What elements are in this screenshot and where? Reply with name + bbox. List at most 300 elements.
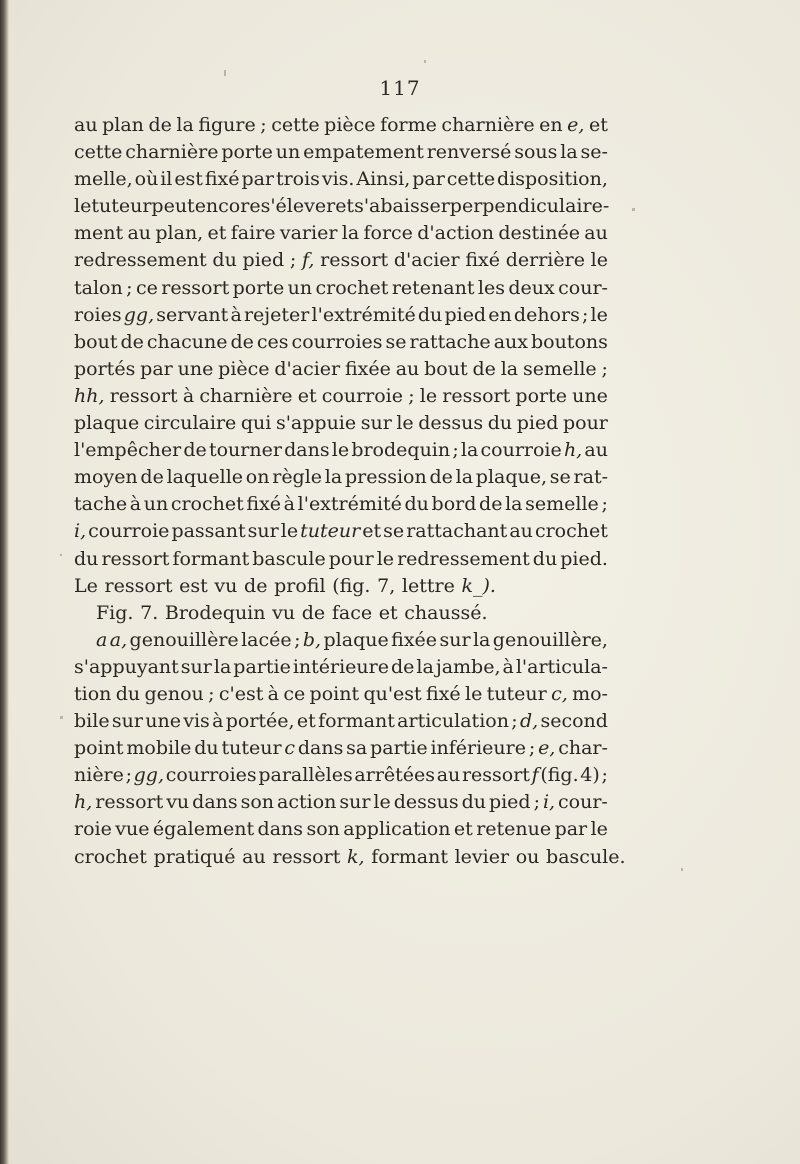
text-line bbox=[74, 112, 608, 139]
word: ; bbox=[294, 628, 301, 651]
word: a bbox=[96, 628, 108, 651]
word: rat- bbox=[573, 466, 608, 489]
word: ressort bbox=[442, 384, 511, 407]
text-line bbox=[74, 491, 608, 518]
word: au bbox=[509, 520, 533, 543]
word: empatement bbox=[303, 141, 424, 164]
word: pour bbox=[562, 412, 608, 435]
word: ; bbox=[452, 439, 459, 462]
word: courroie bbox=[480, 439, 562, 462]
text-line bbox=[74, 789, 608, 816]
word: fixé bbox=[246, 493, 282, 516]
binding-edge bbox=[0, 0, 9, 1164]
word: ce bbox=[283, 682, 306, 705]
word: tuteur bbox=[486, 682, 547, 705]
word: pied bbox=[488, 791, 531, 814]
word: passant bbox=[171, 520, 246, 543]
word: e, bbox=[567, 114, 585, 136]
word: à bbox=[212, 710, 224, 733]
word: tion bbox=[74, 682, 112, 705]
word: mobile bbox=[126, 737, 192, 760]
word: la bbox=[324, 466, 343, 489]
word: dessus bbox=[393, 791, 459, 814]
text-line bbox=[74, 654, 608, 681]
word: pied bbox=[516, 412, 559, 435]
word: plan, bbox=[155, 222, 204, 245]
paper-speck bbox=[424, 60, 426, 63]
text-line bbox=[74, 437, 608, 464]
word: point bbox=[74, 737, 124, 760]
word: levier bbox=[454, 845, 510, 868]
word: se- bbox=[580, 141, 608, 164]
word: sous bbox=[514, 141, 558, 164]
text-line bbox=[74, 844, 626, 871]
word: du bbox=[74, 547, 99, 570]
word: également bbox=[152, 818, 255, 841]
word: arrêtées bbox=[354, 764, 436, 787]
word: mo- bbox=[572, 682, 608, 705]
word: cour- bbox=[558, 791, 608, 814]
word: au bbox=[395, 357, 420, 380]
word: charnière bbox=[199, 384, 293, 407]
word: tache bbox=[74, 493, 128, 516]
word: crochet bbox=[534, 520, 608, 543]
word: porte bbox=[515, 384, 567, 407]
word: dans bbox=[297, 737, 344, 760]
word: moyen bbox=[74, 466, 138, 489]
word: (fig. bbox=[540, 764, 579, 787]
word: Brodequin bbox=[164, 601, 266, 624]
word: redressement bbox=[397, 547, 530, 570]
word: action bbox=[277, 791, 337, 814]
word: portée, bbox=[225, 710, 295, 733]
word: pièce bbox=[218, 357, 270, 380]
word: charnière bbox=[441, 114, 535, 136]
word: une bbox=[145, 710, 181, 733]
word: du bbox=[532, 547, 558, 570]
word: ; bbox=[289, 249, 297, 272]
word: partie bbox=[233, 655, 291, 678]
word: ces bbox=[256, 330, 289, 353]
word: ressort bbox=[104, 574, 173, 597]
word: ; bbox=[581, 303, 589, 326]
word: ; bbox=[601, 357, 608, 380]
text-line bbox=[74, 356, 608, 383]
word: et bbox=[453, 818, 473, 841]
word: b, bbox=[302, 628, 322, 651]
word: melle, bbox=[74, 168, 133, 191]
word: dehors bbox=[513, 303, 580, 326]
word: bascule. bbox=[546, 845, 626, 868]
word: à bbox=[283, 493, 295, 516]
word: la bbox=[176, 114, 194, 136]
word: à bbox=[502, 655, 514, 678]
word: lettre bbox=[401, 574, 455, 597]
word: h, bbox=[563, 439, 583, 462]
word: un bbox=[275, 141, 301, 164]
word: charnière bbox=[125, 141, 219, 164]
word: se bbox=[549, 466, 571, 489]
word: bascule bbox=[252, 547, 326, 570]
word: forme bbox=[380, 114, 437, 136]
text-line bbox=[74, 139, 608, 166]
word: ressort bbox=[95, 791, 164, 814]
word: sur bbox=[180, 655, 212, 678]
word: la bbox=[505, 493, 523, 516]
word: une bbox=[572, 384, 608, 407]
word: de bbox=[120, 330, 144, 353]
word: pied bbox=[242, 249, 285, 272]
word: ; bbox=[408, 384, 415, 407]
word: la bbox=[472, 628, 491, 651]
word: la bbox=[455, 466, 474, 489]
word: un bbox=[143, 493, 169, 516]
word: le bbox=[331, 439, 350, 462]
word: la bbox=[341, 222, 360, 245]
word: talon bbox=[74, 276, 123, 299]
word: point bbox=[309, 682, 360, 705]
word: crochet bbox=[315, 276, 389, 299]
word: k, bbox=[346, 845, 365, 868]
word: tourner bbox=[208, 439, 282, 462]
word: lacée bbox=[241, 628, 292, 651]
word: au bbox=[584, 222, 608, 245]
word: intérieure bbox=[292, 655, 389, 678]
word: c bbox=[284, 737, 296, 760]
word: de bbox=[429, 466, 453, 489]
word: figure bbox=[198, 114, 256, 136]
text-line bbox=[74, 329, 608, 356]
text-line bbox=[74, 383, 608, 410]
text-line bbox=[74, 193, 608, 220]
text-line bbox=[74, 275, 608, 302]
word: le bbox=[590, 303, 608, 326]
word: où bbox=[134, 168, 159, 191]
word: ressort bbox=[272, 845, 341, 868]
word: qu'est bbox=[363, 682, 422, 705]
word: pièce bbox=[324, 114, 376, 136]
word: bout bbox=[424, 357, 468, 380]
word: le bbox=[590, 818, 608, 841]
word: par bbox=[554, 818, 588, 841]
word: l'empêcher bbox=[74, 439, 182, 462]
text-line bbox=[74, 735, 608, 762]
word: gg, bbox=[123, 303, 155, 326]
word: vue bbox=[115, 818, 150, 841]
word: servant bbox=[156, 303, 229, 326]
text-line bbox=[74, 464, 608, 491]
word: est bbox=[179, 574, 208, 597]
word: profil bbox=[274, 574, 326, 597]
word: dans bbox=[284, 439, 330, 462]
word: ressort bbox=[161, 276, 230, 299]
word: articulation bbox=[397, 710, 509, 733]
word: destinée bbox=[498, 222, 580, 245]
word: du bbox=[212, 249, 237, 272]
word: hh, bbox=[74, 384, 105, 407]
word: fixée bbox=[391, 628, 438, 651]
word: vu bbox=[272, 601, 296, 624]
word: fixé bbox=[465, 249, 500, 272]
word: l'articula- bbox=[515, 655, 608, 678]
word: formant bbox=[318, 710, 395, 733]
word: genou bbox=[144, 682, 204, 705]
word: rattache bbox=[409, 330, 491, 353]
word: disposition, bbox=[497, 168, 608, 191]
word: à bbox=[182, 384, 195, 407]
word: dans bbox=[257, 818, 304, 841]
word: courroies bbox=[165, 764, 257, 787]
text-line bbox=[74, 220, 608, 247]
word: nière bbox=[74, 764, 124, 787]
word: roie bbox=[74, 818, 112, 841]
paper-speck bbox=[681, 868, 683, 871]
word: (fig. bbox=[332, 574, 371, 597]
word: sur bbox=[111, 710, 143, 733]
word: sur bbox=[360, 412, 392, 435]
text-line bbox=[74, 600, 608, 627]
word: vis. bbox=[321, 168, 355, 191]
word: pour bbox=[328, 547, 374, 570]
word: courroie bbox=[321, 384, 404, 407]
word: le bbox=[376, 547, 395, 570]
word: le bbox=[419, 384, 438, 407]
word: par bbox=[412, 168, 445, 191]
word: a, bbox=[109, 628, 128, 651]
word: force bbox=[363, 222, 413, 245]
word: 7, bbox=[377, 574, 396, 597]
word: le bbox=[280, 520, 299, 543]
word: ment bbox=[74, 222, 124, 245]
word: second bbox=[540, 710, 608, 733]
word: c, bbox=[551, 682, 568, 705]
word: genouillère, bbox=[492, 628, 608, 651]
text-line bbox=[74, 762, 608, 789]
word: Fig. bbox=[96, 601, 134, 624]
word: il bbox=[160, 168, 173, 191]
word: du bbox=[404, 493, 429, 516]
word: bile bbox=[74, 710, 110, 733]
word: et bbox=[588, 114, 608, 136]
word: le bbox=[590, 249, 608, 272]
text-line bbox=[74, 627, 608, 654]
word: plaque bbox=[323, 628, 389, 651]
word: en bbox=[488, 303, 512, 326]
word: brodequin bbox=[351, 439, 451, 462]
word: courroie bbox=[88, 520, 170, 543]
word: et bbox=[297, 384, 317, 407]
paper-speck bbox=[60, 554, 62, 556]
word: ; bbox=[260, 114, 267, 136]
word: boutons bbox=[530, 330, 608, 353]
word: retenue bbox=[476, 818, 552, 841]
word: à bbox=[230, 303, 242, 326]
word: vu bbox=[166, 791, 190, 814]
word: bord bbox=[431, 493, 477, 516]
text-line bbox=[74, 302, 608, 329]
word: tuteur bbox=[91, 195, 152, 218]
word: en bbox=[539, 114, 563, 136]
word: pied. bbox=[560, 547, 608, 570]
word: Ainsi, bbox=[356, 168, 411, 191]
word: i, bbox=[74, 520, 87, 543]
word: du bbox=[487, 412, 513, 435]
word: du bbox=[417, 303, 443, 326]
word: et bbox=[207, 222, 227, 245]
word: de bbox=[148, 114, 172, 136]
word: ; bbox=[601, 764, 608, 787]
word: par bbox=[241, 168, 275, 191]
word: pied bbox=[444, 303, 487, 326]
paper-speck bbox=[632, 208, 635, 211]
word: crochet bbox=[170, 493, 244, 516]
word: sur bbox=[339, 791, 371, 814]
word: de bbox=[479, 493, 503, 516]
word: fixé bbox=[426, 682, 461, 705]
word: e, bbox=[538, 737, 556, 760]
word: tuteur bbox=[221, 737, 282, 760]
word: inférieure bbox=[430, 737, 526, 760]
word: au bbox=[436, 764, 461, 787]
body-text bbox=[74, 112, 626, 871]
text-line bbox=[74, 518, 608, 545]
word: ; bbox=[126, 276, 133, 299]
word: vu bbox=[214, 574, 238, 597]
word: chaussé. bbox=[404, 601, 488, 624]
page-number: 117 bbox=[379, 76, 421, 100]
word: au bbox=[74, 114, 98, 136]
word: et bbox=[378, 601, 398, 624]
word: de bbox=[140, 466, 164, 489]
word: varier bbox=[279, 222, 338, 245]
word: gg, bbox=[133, 764, 165, 787]
word: on bbox=[245, 466, 270, 489]
word: à bbox=[129, 493, 142, 516]
word: ; bbox=[533, 791, 540, 814]
word: portés bbox=[74, 357, 136, 380]
text-line bbox=[74, 247, 608, 274]
word: ressort bbox=[109, 384, 178, 407]
word: et bbox=[335, 195, 355, 218]
text-line bbox=[74, 708, 608, 735]
word: h, bbox=[74, 791, 93, 814]
text-line bbox=[74, 546, 608, 573]
word: de bbox=[390, 655, 415, 678]
word: f, bbox=[302, 249, 315, 272]
word: par bbox=[140, 357, 173, 380]
word: au bbox=[127, 222, 152, 245]
word: ressort bbox=[101, 547, 170, 570]
word: cette bbox=[446, 168, 496, 191]
text-line bbox=[74, 681, 608, 708]
word: renversé bbox=[426, 141, 512, 164]
word: Le bbox=[74, 574, 98, 597]
word: perpendiculaire- bbox=[449, 195, 610, 218]
word: au bbox=[584, 439, 608, 462]
word: 4) bbox=[580, 764, 600, 787]
word: rattachant bbox=[406, 520, 508, 543]
word: jambe, bbox=[435, 655, 501, 678]
word: règle bbox=[272, 466, 323, 489]
word: l'extrémité bbox=[311, 303, 416, 326]
paper-speck bbox=[224, 70, 226, 76]
word: f bbox=[531, 764, 539, 787]
word: plaque bbox=[74, 412, 140, 435]
word: derrière bbox=[505, 249, 585, 272]
word: la bbox=[416, 655, 434, 678]
word: i, bbox=[542, 791, 556, 814]
word: fixée bbox=[344, 357, 391, 380]
word: se bbox=[385, 330, 407, 353]
word: et bbox=[362, 520, 382, 543]
word: crochet bbox=[74, 845, 147, 868]
word: le bbox=[373, 791, 391, 814]
word: d'action bbox=[417, 222, 495, 245]
word: au bbox=[242, 845, 266, 868]
word: cour- bbox=[558, 276, 608, 299]
word: son bbox=[306, 818, 340, 841]
word: à bbox=[267, 682, 279, 705]
word: cette bbox=[74, 141, 123, 164]
word: roies bbox=[74, 303, 122, 326]
word: d'acier bbox=[393, 249, 460, 272]
word: char- bbox=[558, 737, 608, 760]
word: le bbox=[465, 682, 483, 705]
word: cette bbox=[271, 114, 320, 136]
word: semelle bbox=[525, 493, 599, 516]
word: face bbox=[331, 601, 373, 624]
text-line bbox=[74, 410, 608, 437]
word: de bbox=[301, 601, 326, 624]
word: courroies bbox=[291, 330, 383, 353]
word: la bbox=[460, 439, 479, 462]
word: de bbox=[230, 330, 254, 353]
word: genouillère bbox=[129, 628, 239, 651]
word: rejeter bbox=[243, 303, 310, 326]
word: ; bbox=[125, 764, 132, 787]
word: k_). bbox=[461, 574, 496, 597]
word: ressort bbox=[320, 249, 389, 272]
word: vis bbox=[183, 710, 210, 733]
word: l'extrémité bbox=[297, 493, 402, 516]
word: faire bbox=[230, 222, 276, 245]
word: laquelle bbox=[166, 466, 244, 489]
word: la bbox=[500, 357, 519, 380]
word: c'est bbox=[218, 682, 264, 705]
word: son bbox=[240, 791, 275, 814]
word: du bbox=[115, 682, 141, 705]
word: porte bbox=[232, 276, 285, 299]
word: plaque, bbox=[475, 466, 548, 489]
word: de bbox=[244, 574, 268, 597]
word: aux bbox=[493, 330, 528, 353]
word: d, bbox=[519, 710, 539, 733]
word: semelle bbox=[522, 357, 597, 380]
word: peut bbox=[151, 195, 195, 218]
word: de bbox=[472, 357, 496, 380]
word: ; bbox=[528, 737, 536, 760]
word: application bbox=[343, 818, 451, 841]
word: un bbox=[287, 276, 313, 299]
word: la bbox=[560, 141, 578, 164]
word: 7. bbox=[140, 601, 159, 624]
word: plan bbox=[102, 114, 144, 136]
word: s'élever bbox=[260, 195, 336, 218]
word: trois bbox=[275, 168, 320, 191]
word: circulaire bbox=[143, 412, 237, 435]
word: et bbox=[296, 710, 316, 733]
word: formant bbox=[371, 845, 448, 868]
